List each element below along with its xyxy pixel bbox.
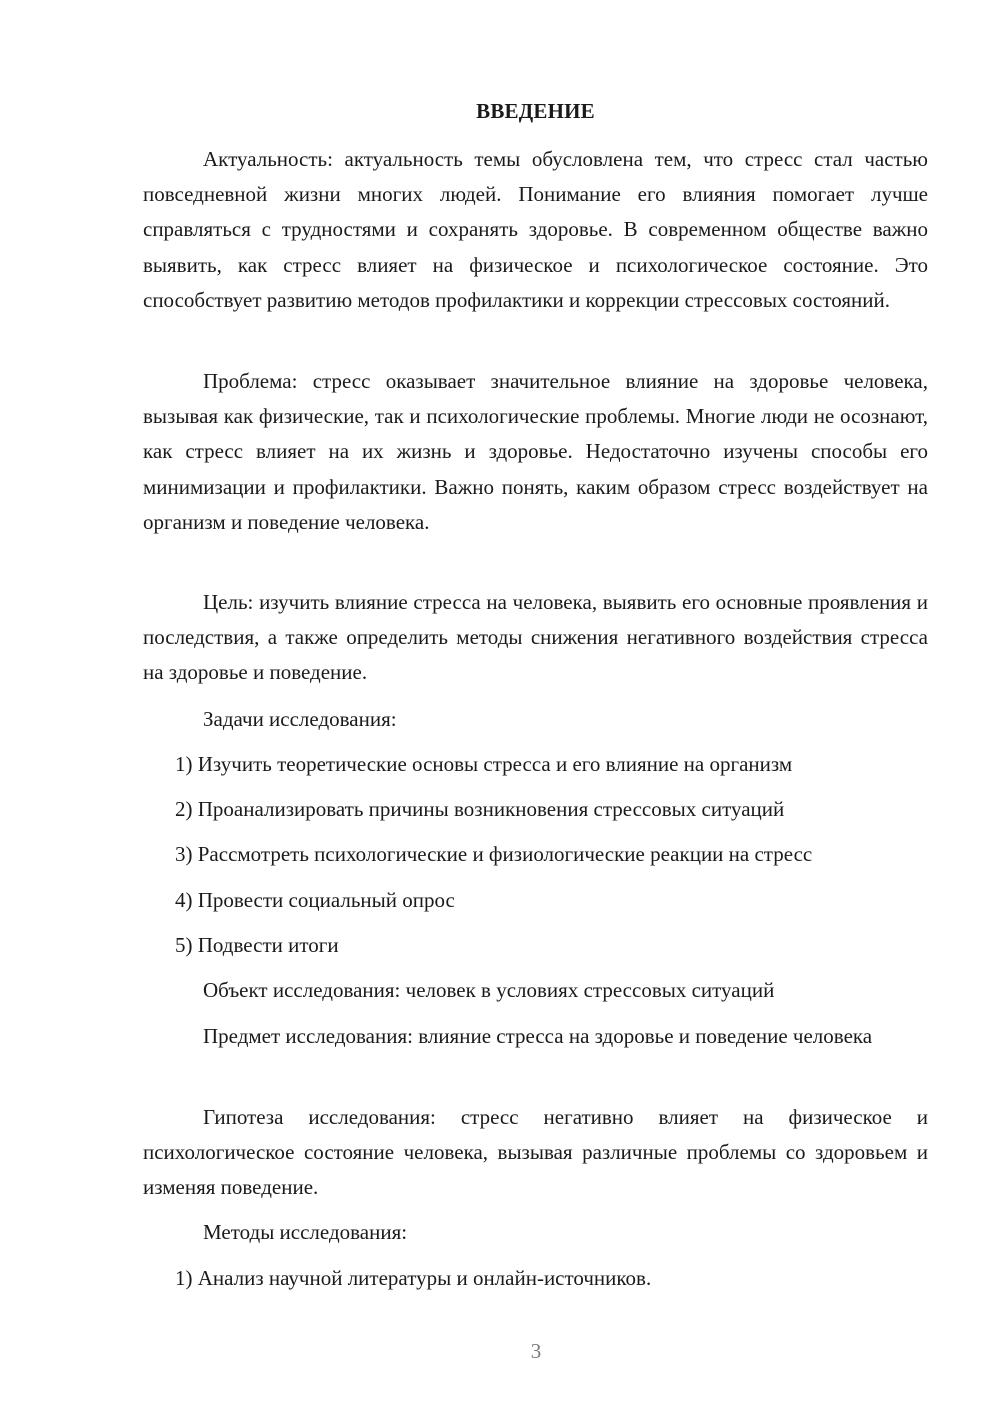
task-item-5: 5) Подвести итоги xyxy=(175,933,339,957)
task-item-1: 1) Изучить теоретические основы стресса и его влияние на организм xyxy=(175,752,793,776)
page-number: 3 xyxy=(530,1339,542,1363)
task-item-4: 4) Провести социальный опрос xyxy=(175,888,455,912)
paragraph-object: Объект исследования: человек в условиях стрессовых ситуаций xyxy=(203,978,775,1002)
task-item-3: 3) Рассмотреть психологические и физиологические реакции на стресс xyxy=(175,842,813,866)
task-item-2: 2) Проанализировать причины возникновения стрессовых ситуаций xyxy=(175,797,785,821)
paragraph-goal: Цель: изучить влияние стресса на человека, выявить его основные проявления и последствия, а также определить методы снижения негативного воздействия стресса на здоровье и поведение. xyxy=(143,590,928,685)
method-item-1: 1) Анализ научной литературы и онлайн-источников. xyxy=(175,1266,652,1290)
methods-heading: Методы исследования: xyxy=(203,1220,408,1244)
paragraph-relevance: Актуальность: актуальность темы обусловлена тем, что стресс стал частью повседневной жизни многих людей. Понимание его влияния помогает лучше справляться с трудностями и сохранять здоровье. В современном обществе важно выявить, как стресс влияет на физическое и психологическое состояние. Это способствует развитию методов профилактики и коррекции стрессовых состояний. xyxy=(143,147,928,312)
tasks-heading: Задачи исследования: xyxy=(203,707,397,731)
paragraph-subject: Предмет исследования: влияние стресса на здоровье и поведение человека xyxy=(203,1024,873,1048)
page-title: ВВЕДЕНИЕ xyxy=(476,99,595,123)
paragraph-problem: Проблема: стресс оказывает значительное влияние на здоровье человека, вызывая как физические, так и психологические проблемы. Многие люди не осознают, как стресс влияет на их жизнь и здоровье. Недостаточно изучены способы его минимизации и профилактики. Важно понять, каким образом стресс воздействует на организм и поведение человека. xyxy=(143,369,928,534)
paragraph-hypothesis: Гипотеза исследования: стресс негативно влияет на физическое и психологическое состояние человека, вызывая различные проблемы со здоровьем и изменяя поведение. xyxy=(143,1105,928,1200)
